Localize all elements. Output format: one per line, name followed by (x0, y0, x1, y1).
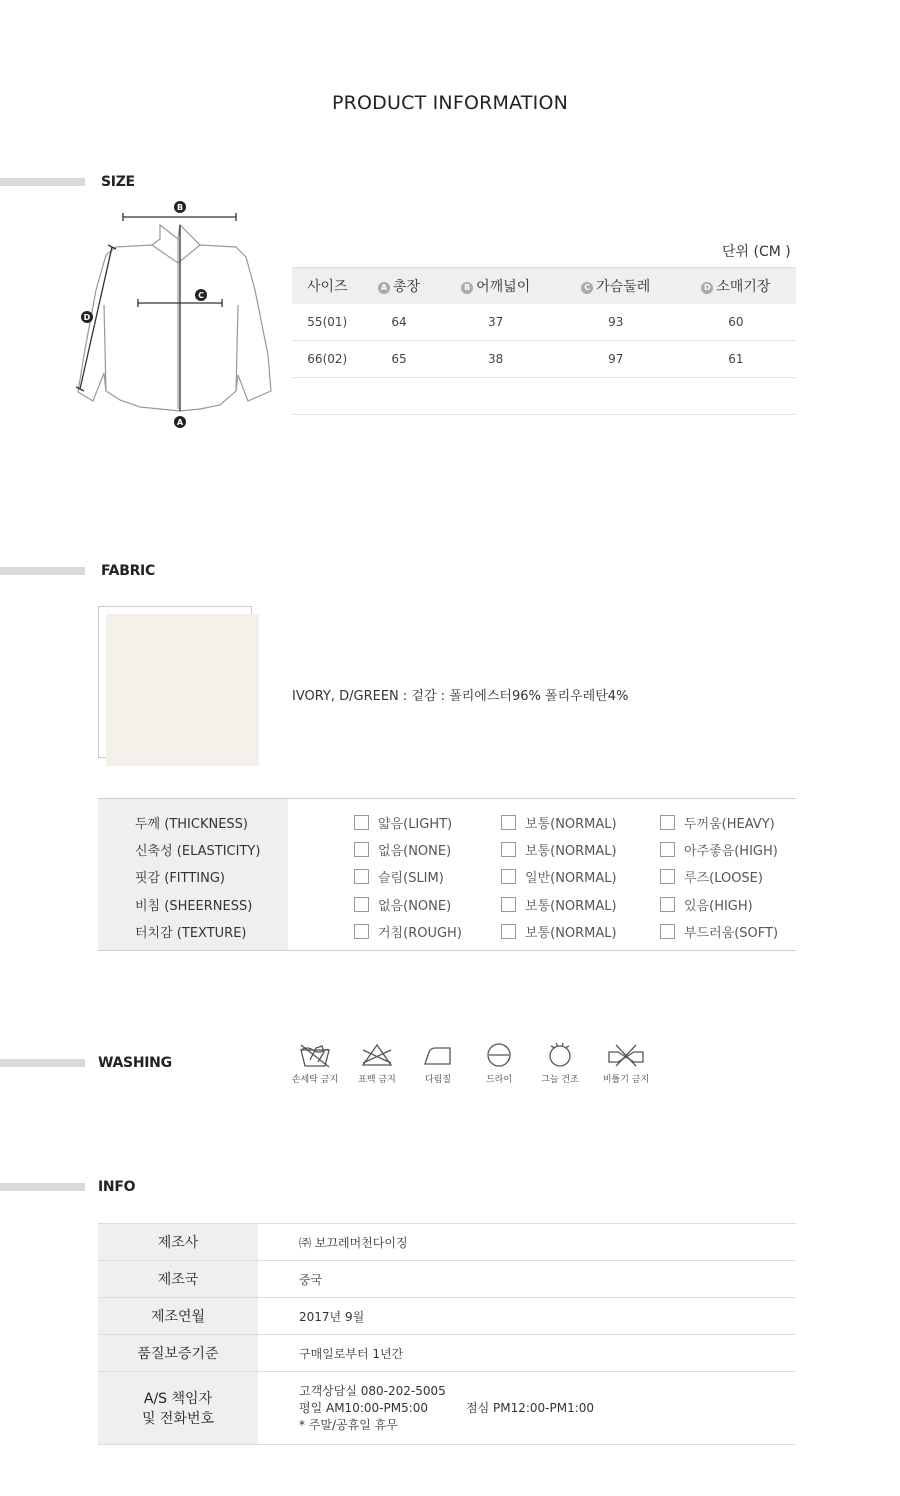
fabric-composition: IVORY, D/GREEN : 겉감 : 폴리에스터96% 폴리우레탄4% (292, 689, 629, 704)
option-high[interactable]: 아주좋음(HIGH) (660, 840, 778, 859)
info-value: 중국 (258, 1261, 796, 1298)
checkbox (354, 815, 369, 830)
dry-clean-icon (482, 1042, 516, 1068)
option-heavy[interactable]: 두꺼움(HEAVY) (660, 813, 775, 832)
section-title-washing: WASHING (98, 1055, 172, 1071)
shirt-outline (78, 225, 271, 411)
table-row (98, 1298, 796, 1335)
iron-icon (421, 1042, 455, 1068)
checkbox (660, 842, 675, 857)
table-row: 55(01) 64 37 93 60 (292, 304, 796, 341)
table-row (98, 1224, 796, 1261)
option-normal[interactable]: 보통(NORMAL) (501, 895, 617, 914)
checkbox (354, 897, 369, 912)
shade-dry-icon (543, 1042, 577, 1068)
option-loose[interactable]: 루즈(LOOSE) (660, 867, 763, 886)
option-normal[interactable]: 보통(NORMAL) (501, 813, 617, 832)
checkbox (354, 924, 369, 939)
checkbox (501, 869, 516, 884)
svg-text:B: B (176, 203, 184, 212)
option-rough[interactable]: 거침(ROUGH) (354, 922, 462, 941)
col-shoulder: B 어깨넓이 (436, 268, 556, 304)
info-key: 제조사 (98, 1224, 258, 1261)
option-none[interactable]: 없음(NONE) (354, 895, 451, 914)
section-divider (0, 567, 85, 575)
table-row (98, 1261, 796, 1298)
as-hours: 평일 AM10:00-PM5:00 (299, 1400, 429, 1415)
checkbox (660, 869, 675, 884)
section-title-fabric: FABRIC (101, 563, 155, 579)
wring-prohibited-icon (606, 1042, 646, 1068)
option-none[interactable]: 없음(NONE) (354, 840, 451, 859)
svg-text:C: C (198, 291, 204, 300)
section-divider (0, 178, 85, 186)
checkbox (660, 924, 675, 939)
option-normal[interactable]: 일반(NORMAL) (501, 867, 617, 886)
checkbox (501, 842, 516, 857)
table-row-empty (292, 378, 796, 415)
as-holiday: * 주말/공휴일 휴무 (299, 1417, 398, 1432)
checkbox (660, 815, 675, 830)
wash-item: 비틀기 금지 (596, 1042, 656, 1085)
sheerness-label: 비침 (SHEERNESS) (135, 899, 253, 914)
elasticity-label: 신축성 (ELASTICITY) (135, 844, 261, 859)
texture-label: 터치감 (TEXTURE) (135, 926, 247, 941)
info-value: ㈜ 보끄레머천다이징 (258, 1224, 796, 1261)
fabric-swatch (106, 614, 259, 766)
col-chest: C 가슴둘레 (556, 268, 676, 304)
table-row (98, 1335, 796, 1372)
wash-item: 그늘 건조 (530, 1042, 590, 1085)
checkbox (501, 897, 516, 912)
info-value (258, 1372, 796, 1445)
info-value: 구매일로부터 1년간 (258, 1335, 796, 1372)
svg-text:D: D (83, 313, 91, 322)
fitting-label: 핏감 (FITTING) (135, 871, 225, 886)
option-slim[interactable]: 슬림(SLIM) (354, 867, 444, 886)
table-row (98, 1372, 796, 1445)
option-thin[interactable]: 얇음(LIGHT) (354, 813, 452, 832)
shirt-diagram (70, 195, 290, 435)
option-normal[interactable]: 보통(NORMAL) (501, 840, 617, 859)
option-normal[interactable]: 보통(NORMAL) (501, 922, 617, 941)
fabric-properties (98, 798, 796, 951)
info-key: 품질보증기준 (98, 1335, 258, 1372)
section-divider (0, 1183, 85, 1191)
col-length: A 총장 (363, 268, 436, 304)
checkbox (501, 924, 516, 939)
section-title-size: SIZE (101, 174, 135, 190)
info-table (98, 1223, 796, 1445)
wash-item: 드라이 (469, 1042, 529, 1085)
option-soft[interactable]: 부드러움(SOFT) (660, 922, 778, 941)
info-key: A/S 책임자 및 전화번호 (98, 1372, 258, 1445)
hand-wash-prohibited-icon (298, 1042, 332, 1068)
checkbox (501, 815, 516, 830)
wash-item: 표백 금지 (347, 1042, 407, 1085)
table-row: 66(02) 65 38 97 61 (292, 341, 796, 378)
checkbox (354, 869, 369, 884)
thickness-label: 두께 (THICKNESS) (135, 817, 248, 832)
page-title: PRODUCT INFORMATION (331, 92, 569, 114)
section-title-info: INFO (98, 1179, 136, 1195)
col-sleeve: D 소매기장 (676, 268, 796, 304)
as-lunch: 점심 PM12:00-PM1:00 (466, 1400, 595, 1415)
size-table-header (292, 268, 796, 304)
checkbox (354, 842, 369, 857)
col-size: 사이즈 (292, 268, 363, 304)
info-key: 제조연월 (98, 1298, 258, 1335)
section-divider (0, 1059, 85, 1067)
info-value: 2017년 9월 (258, 1298, 796, 1335)
checkbox (660, 897, 675, 912)
svg-text:A: A (176, 418, 184, 427)
info-key: 제조국 (98, 1261, 258, 1298)
unit-label: 단위 (CM ) (722, 244, 791, 260)
bleach-prohibited-icon (360, 1042, 394, 1068)
wash-item: 다림질 (408, 1042, 468, 1085)
wash-item: 손세탁 금지 (285, 1042, 345, 1085)
option-high[interactable]: 있음(HIGH) (660, 895, 753, 914)
size-table (292, 267, 796, 415)
as-phone: 고객상담실 080-202-5005 (299, 1383, 446, 1398)
